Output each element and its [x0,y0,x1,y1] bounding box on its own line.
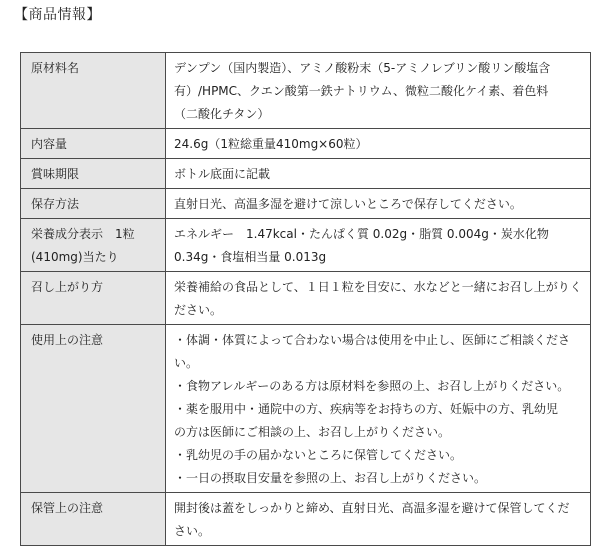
row-label-how-to-take: 召し上がり方 [21,272,166,325]
section-title: 【商品情報】 [14,7,101,23]
row-value-storage-method: 直射日光、高温多湿を避けて涼しいところで保存してください。 [166,189,591,219]
row-content-amount [21,129,591,159]
row-label-storage-notes: 保管上の注意 [21,493,166,546]
row-storage-notes [21,493,591,546]
row-label-best-before: 賞味期限 [21,159,166,189]
row-value-best-before: ボトル底面に記載 [166,159,591,189]
row-ingredients [21,53,591,129]
row-best-before [21,159,591,189]
row-value-usage-notes: ・体調・体質によって合わない場合は使用を中止し、医師にご相談くださ い。 ・食物アレルギーのある方は原材料を参照の上、お召し上がりください。 ・薬を服用中・通院中の方、疾病等をお持ちの方、妊娠中の方、乳幼児 の方は医師にご相談の上、お召し上がりください。 ・乳幼児の手の届かないところに保管してください。 ・一日の摂取目安量を参照の上、お召し上がりください。 [166,325,591,493]
row-value-storage-notes: 開封後は蓋をしっかりと締め、直射日光、高温多湿を避けて保管してくだ さい。 [166,493,591,546]
row-how-to-take [21,272,591,325]
row-value-how-to-take: 栄養補給の食品として、１日１粒を目安に、水などと一緒にお召し上がりく ださい。 [166,272,591,325]
product-info-table [20,52,591,546]
row-label-nutrition: 栄養成分表示 1粒 (410mg)当たり [21,219,166,272]
row-label-ingredients: 原材料名 [21,53,166,129]
row-usage-notes [21,325,591,493]
row-label-content-amount: 内容量 [21,129,166,159]
row-value-content-amount: 24.6g（1粒総重量410mg×60粒） [166,129,591,159]
row-value-ingredients: デンプン（国内製造）、アミノ酸粉末（5-アミノレブリン酸リン酸塩含 有）/HPMC、クエン酸第一鉄ナトリウム、微粒二酸化ケイ素、着色料 （二酸化チタン） [166,53,591,129]
row-label-usage-notes: 使用上の注意 [21,325,166,493]
row-value-nutrition: エネルギー 1.47kcal・たんぱく質 0.02g・脂質 0.004g・炭水化物 0.34g・食塩相当量 0.013g [166,219,591,272]
row-storage-method [21,189,591,219]
row-nutrition [21,219,591,272]
row-label-storage-method: 保存方法 [21,189,166,219]
